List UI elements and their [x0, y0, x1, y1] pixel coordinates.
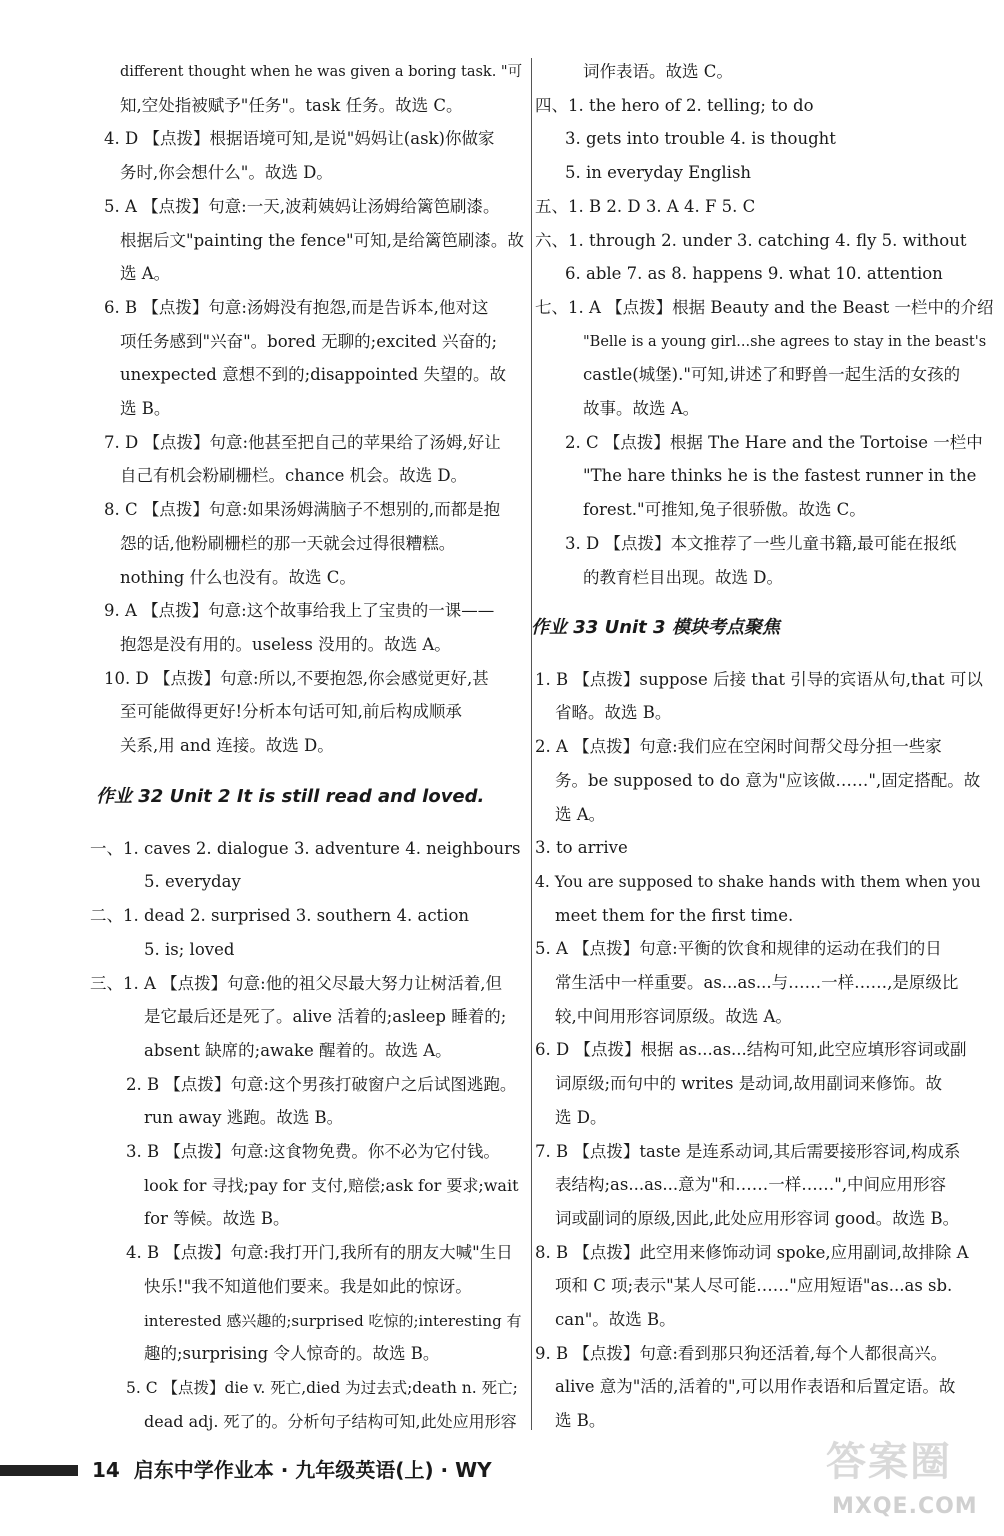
- left-line: 抱怨是没有用的。useless 没用的。故选 A。: [120, 634, 451, 654]
- left-line: 3. B 【点拨】句意:这食物免费。你不必为它付钱。: [126, 1142, 500, 1161]
- right-line: meet them for the first time.: [555, 905, 794, 925]
- right-line: 选 D。: [555, 1107, 607, 1127]
- right-line: 6. able 7. as 8. happens 9. what 10. attention: [565, 264, 943, 284]
- right-line: 词原级;而句中的 writes 是动词,故用副词来修饰。故: [555, 1074, 942, 1094]
- left-line: 是它最后还是死了。alive 活着的;asleep 睡着的;: [144, 1007, 507, 1027]
- left-line: 9. A 【点拨】句意:这个故事给我上了宝贵的一课——: [104, 601, 495, 621]
- right-line: 5. A 【点拨】句意:平衡的饮食和规律的运动在我们的日: [535, 939, 942, 959]
- right-line: 选 A。: [555, 804, 606, 824]
- footer-title: [92, 1454, 492, 1483]
- left-line: run away 逃跑。故选 B。: [144, 1108, 344, 1128]
- right-line: 五、1. B 2. D 3. A 4. F 5. C: [535, 196, 756, 216]
- right-line: 故事。故选 A。: [583, 399, 700, 418]
- watermark-title: 答案圈: [826, 1439, 952, 1485]
- right-line: alive 意为"活的,活着的",可以用作表语和后置定语。故: [555, 1377, 956, 1397]
- right-line: 七、1. A 【点拨】根据 Beauty and the Beast 一栏中的介绍: [535, 297, 994, 317]
- right-line: 8. B 【点拨】此空用来修饰动词 spoke,应用副词,故排除 A: [535, 1242, 969, 1262]
- left-line: 5. everyday: [144, 872, 241, 892]
- right-line: can"。故选 B。: [555, 1310, 676, 1329]
- left-line: absent 缺席的;awake 醒着的。故选 A。: [144, 1040, 452, 1060]
- left-line: interested 感兴趣的;surprised 吃惊的;interesting 有: [144, 1311, 522, 1330]
- right-line: 6. D 【点拨】根据 as...as...结构可知,此空应填形容词或副: [535, 1040, 967, 1060]
- right-line: 务。be supposed to do 意为"应该做……",固定搭配。故: [555, 770, 981, 790]
- book-title: 启东中学作业本 · 九年级英语(上) · WY: [133, 1458, 492, 1482]
- left-line: 至可能做得更好!分析本句话可知,前后构成顺承: [120, 702, 462, 722]
- left-line: look for 寻找;pay for 支付,赔偿;ask for 要求;wait: [144, 1175, 519, 1195]
- right-line: 词或副词的原级,因此,此处应用形容词 good。故选 B。: [555, 1208, 960, 1228]
- page-number: 14: [92, 1458, 120, 1482]
- right-line: 3. gets into trouble 4. is thought: [565, 129, 836, 149]
- left-line: 4. B 【点拨】句意:我打开门,我所有的朋友大喊"生日: [126, 1243, 513, 1263]
- left-line: dead adj. 死了的。分析句子结构可知,此处应用形容: [144, 1411, 517, 1431]
- left-line: 趣的;surprising 令人惊奇的。故选 B。: [144, 1344, 440, 1364]
- left-line: 6. B 【点拨】句意:汤姆没有抱怨,而是告诉本,他对这: [104, 297, 489, 317]
- column-divider: [531, 58, 532, 1430]
- right-line: 5. in everyday English: [565, 163, 752, 183]
- right-line: 2. A 【点拨】句意:我们应在空闲时间帮父母分担一些家: [535, 737, 942, 757]
- left-line: 快乐!"我不知道他们要来。我是如此的惊讶。: [144, 1276, 472, 1296]
- watermark-site: MXQE.COM: [832, 1494, 978, 1519]
- right-line: 9. B 【点拨】句意:看到那只狗还活着,每个人都很高兴。: [535, 1343, 948, 1363]
- left-line: 4. D 【点拨】根据语境可知,是说"妈妈让(ask)你做家: [104, 129, 495, 149]
- left-line: 选 B。: [120, 399, 171, 418]
- right-line: 2. C 【点拨】根据 The Hare and the Tortoise 一栏中: [565, 432, 983, 452]
- right-line: 的教育栏目出现。故选 D。: [583, 567, 783, 587]
- right-line: 词作表语。故选 C。: [583, 62, 733, 81]
- right-line: 7. B 【点拨】taste 是连系动词,其后需要接形容词,构成系: [535, 1141, 961, 1161]
- left-line: 怨的话,他粉刷栅栏的那一天就会过得很糟糕。: [120, 533, 456, 553]
- left-line: for 等候。故选 B。: [144, 1209, 290, 1229]
- left-line: nothing 什么也没有。故选 C。: [120, 567, 356, 587]
- left-line: 项任务感到"兴奋"。bored 无聊的;excited 兴奋的;: [120, 331, 498, 351]
- watermark-logo: [826, 1430, 986, 1530]
- left-line: 10. D 【点拨】句意:所以,不要抱怨,你会感觉更好,甚: [104, 668, 489, 688]
- right-line: "The hare thinks he is the fastest runner in the: [583, 466, 977, 486]
- left-line: unexpected 意想不到的;disappointed 失望的。故: [120, 365, 506, 385]
- left-line: 2. B 【点拨】句意:这个男孩打破窗户之后试图逃跑。: [126, 1074, 517, 1094]
- right-line: 较,中间用形容词原级。故选 A。: [555, 1006, 792, 1026]
- right-line: 四、1. the hero of 2. telling; to do: [535, 95, 814, 115]
- left-line: 一、1. caves 2. dialogue 3. adventure 4. neighbours: [90, 838, 521, 858]
- right-line: 3. D 【点拨】本文推荐了一些儿童书籍,最可能在报纸: [565, 533, 957, 553]
- left-line: 5. C 【点拨】die v. 死亡,died 为过去式;death n. 死亡;: [126, 1378, 518, 1397]
- footer-bar: [0, 1465, 78, 1476]
- right-line: 1. B 【点拨】suppose 后接 that 引导的宾语从句,that 可以: [535, 669, 983, 689]
- left-line: 7. D 【点拨】句意:他甚至把自己的苹果给了汤姆,好让: [104, 432, 501, 452]
- right-line: 3. to arrive: [535, 838, 628, 858]
- left-line: 关系,用 and 连接。故选 D。: [120, 736, 334, 755]
- right-line: 省略。故选 B。: [555, 703, 672, 723]
- left-line: 三、1. A 【点拨】句意:他的祖父尽最大努力让树活着,但: [90, 973, 502, 993]
- left-line: 选 A。: [120, 264, 171, 284]
- right-line: 4. You are supposed to shake hands with them when you: [535, 872, 981, 891]
- right-line: 选 B。: [555, 1411, 606, 1431]
- right-line: 表结构;as...as...意为"和……一样……",中间应用形容: [555, 1175, 947, 1195]
- left-line: 二、1. dead 2. surprised 3. southern 4. action: [90, 906, 470, 926]
- right-line: 常生活中一样重要。as...as...与……一样……,是原级比: [555, 973, 959, 992]
- right-line: "Belle is a young girl...she agrees to stay in the beast's: [583, 333, 987, 350]
- left-line: different thought when he was given a boring task. "可: [120, 64, 523, 80]
- left-line: 自己有机会粉刷栅栏。chance 机会。故选 D。: [120, 466, 468, 486]
- left-line: 务时,你会想什么"。故选 D。: [120, 163, 333, 183]
- left-line: 5. A 【点拨】句意:一天,波莉姨妈让汤姆给篱笆刷漆。: [104, 196, 500, 216]
- right-line: 六、1. through 2. under 3. catching 4. fly 5. without: [535, 230, 967, 250]
- right-line: forest."可推知,兔子很骄傲。故选 C。: [583, 500, 866, 520]
- right-line: castle(城堡)."可知,讲述了和野兽一起生活的女孩的: [583, 365, 961, 385]
- section-heading: 作业 32 Unit 2 It is still read and loved.: [96, 786, 485, 807]
- left-line: 知,空处指被赋予"任务"。task 任务。故选 C。: [120, 95, 463, 115]
- section-heading: 作业 33 Unit 3 模块考点聚焦: [531, 617, 780, 638]
- left-line: 5. is; loved: [144, 939, 235, 959]
- left-line: 8. C 【点拨】句意:如果汤姆满脑子不想别的,而都是抱: [104, 500, 501, 520]
- right-line: 项和 C 项;表示"某人尽可能……"应用短语"as...as sb.: [555, 1276, 953, 1296]
- left-line: 根据后文"painting the fence"可知,是给篱笆刷漆。故: [120, 230, 524, 250]
